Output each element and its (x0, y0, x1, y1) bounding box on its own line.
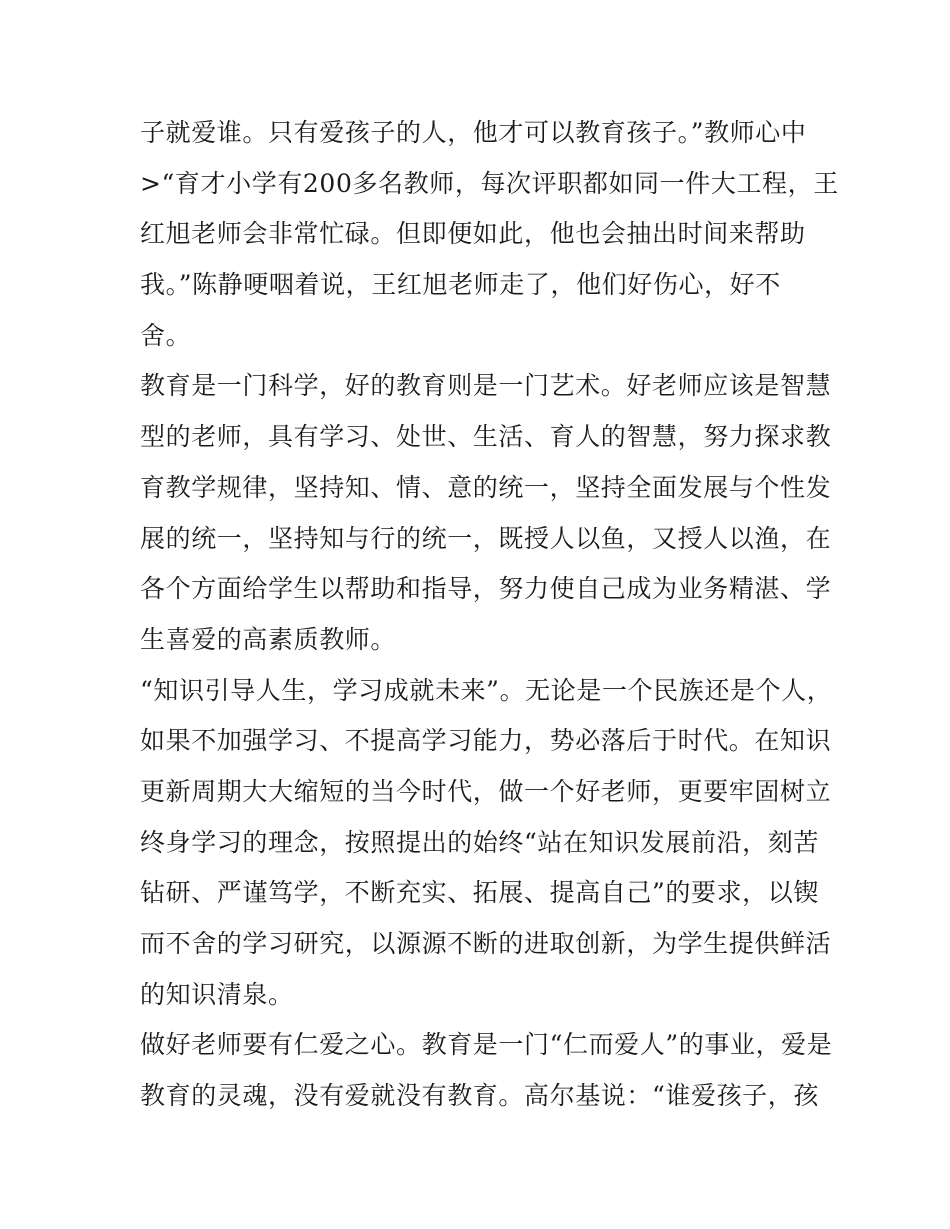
text-line: 生喜爱的高素质教师。 (140, 624, 397, 654)
text-line: 子就爱谁。只有爱孩子的人，他才可以教育孩子。”教师心中 (140, 118, 807, 147)
text-line: 而不舍的学习研究，以源源不断的进取创新，为学生提供鲜活 (140, 929, 832, 958)
paragraph-start-line: “知识引导人生，学习成就未来”。无论是一个民族还是个人， (140, 675, 833, 705)
text-line: 终身学习的理念，按照提出的始终“站在知识发展前沿，刻苦 (140, 827, 819, 857)
body-text (140, 108, 839, 1122)
paragraph-start-line: 教育是一门科学，好的教育则是一门艺术。好老师应该是智慧 (140, 371, 832, 401)
text-line: 各个方面给学生以帮助和指导，努力使自己成为业务精湛、学 (140, 574, 832, 604)
text-line: 的知识清泉。 (140, 979, 294, 1009)
text-line: 型的老师，具有学习、处世、生活、育人的智慧，努力探求教 (140, 422, 832, 452)
text-line: 我。”陈静哽咽着说，王红旭老师走了，他们好伤心，好不 (140, 270, 781, 300)
text-line: 如果不加强学习、不提高学习能力，势必落后于时代。在知识 (140, 726, 832, 756)
text-line: 更新周期大大缩短的当今时代，做一个好老师，更要牢固树立 (140, 776, 832, 806)
paragraph-start-line: 做好老师要有仁爱之心。教育是一门“仁而爱人”的事业，爱是 (140, 1030, 833, 1060)
text-line: 展的统一，坚持知与行的统一，既授人以鱼，又授人以渔，在 (140, 523, 832, 553)
text-line: 钻研、严谨笃学，不断充实、拓展、提高自己”的要求，以锲 (140, 878, 819, 908)
text-line: >“育才小学有200多名教师，每次评职都如同一件大工程，王 (140, 168, 839, 198)
text-line: 教育的灵魂，没有爱就没有教育。高尔基说：“谁爱孩子，孩 (140, 1081, 819, 1111)
text-line: 舍。 (140, 320, 192, 350)
text-line: 红旭老师会非常忙碌。但即便如此，他也会抽出时间来帮助 (140, 219, 806, 249)
text-line: 育教学规律，坚持知、情、意的统一，坚持全面发展与个性发 (140, 472, 832, 502)
